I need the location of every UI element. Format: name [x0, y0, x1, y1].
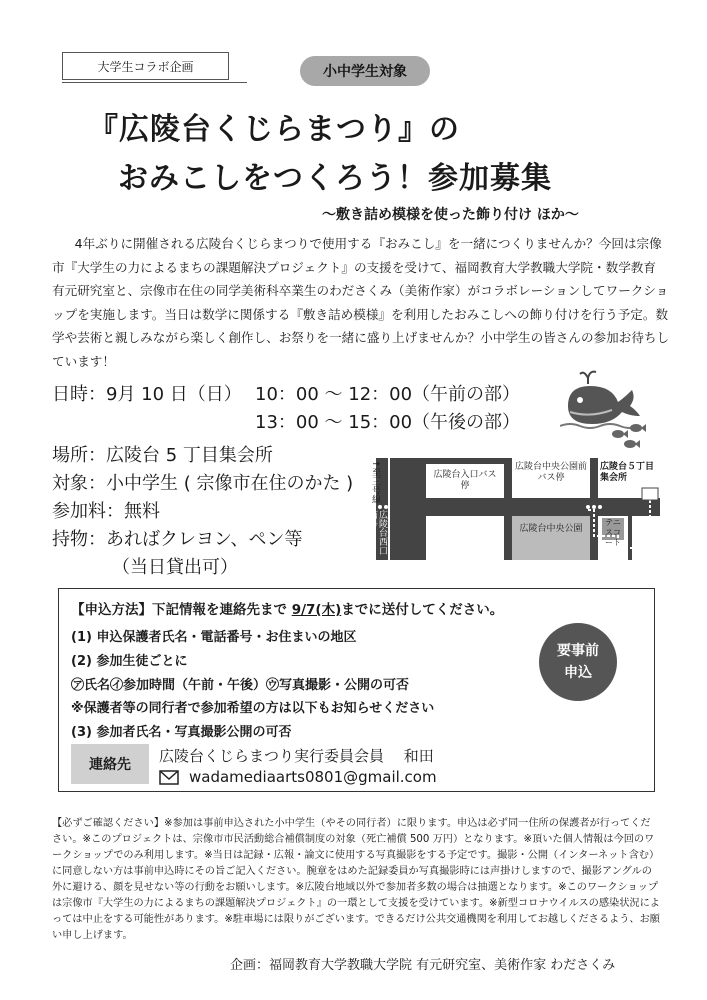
event-time-morning: 10：00 ～ 12：00（午前の部） — [255, 384, 521, 405]
event-place: 場所：広陵台 5 丁目集会所 — [52, 445, 273, 466]
whale-illustration — [560, 368, 660, 450]
title-line1: 『広陵台くじらまつり』の — [88, 112, 460, 147]
contact-organization: 広陵台くじらまつり実行委員会員 和田 — [159, 747, 434, 765]
event-fee: 参加料：無料 — [52, 501, 160, 522]
event-bring: 持物：あればクレヨン、ペン等 — [52, 529, 303, 550]
planner-credit: 企画：福岡教育大学教職大学院 有元研究室、美術作家 わださくみ — [230, 958, 616, 973]
map-bus-stop-2: 広陵台中央公園前バス停 — [514, 462, 587, 483]
map-signal-label: 広陵台西口信号 — [367, 510, 387, 555]
apply-heading-prefix: 【申込方法】下記情報を連絡先まで — [71, 602, 287, 618]
apply-item-2: (2) 参加生徒ごとに — [71, 654, 188, 669]
intro-paragraph: 4年ぶりに開催される広陵台くじらまつりで使用する『おみこし』を一緒につくりませんか？今回は宗像市『大学生の力によるまちの課題解決プロジェクト』の支援を受けて、福岡教育大学教職大学院・数学教育 有元研究室と、宗像市在住の同学美術科卒業生のわださくみ（美術作家）がコラボレーションしてワークショップを実施します。当日は数学に関係する『敷き詰め模様』を利用したおみこしへの飾り付けを行う予定。数学や芸術と親しみながら楽しく創作し、お祭りを一緒に盛り上げませんか？小中学生の皆さんの参加お待ちしています！ — [52, 236, 670, 369]
apply-heading-suffix: までに送付してください。 — [341, 602, 504, 618]
divider — [62, 82, 247, 83]
target-badge: 小中学生対象 — [300, 56, 430, 86]
subtitle: ～敷き詰め模様を使った飾り付け ほか～ — [322, 207, 579, 223]
location-map — [368, 458, 660, 560]
event-bring-note: （当日貸出可） — [112, 557, 238, 578]
map-bus-stop-1: 広陵台入口バス停 — [433, 470, 497, 491]
map-hall-label: 広陵台５丁目集会所 — [600, 462, 655, 483]
application-box — [58, 588, 655, 792]
apply-item-5: (3) 参加者氏名・写真撮影公開の可否 — [71, 725, 292, 740]
apply-deadline: 9/7(木) — [291, 602, 342, 618]
contact-label: 連絡先 — [71, 744, 149, 784]
event-target: 対象：小中学生 ( 宗像市在住のかた ) — [52, 473, 354, 494]
apply-item-4: ※保護者等の同行者で参加希望の方は以下もお知らせください — [71, 701, 435, 716]
apply-heading — [71, 598, 503, 618]
badge-line-1: 要事前 — [557, 643, 599, 659]
event-date: 日時：9月 10 日（日） — [52, 384, 242, 405]
contact-email[interactable]: wadamediaarts0801@gmail.com — [189, 768, 437, 786]
collab-tag: 大学生コラボ企画 — [62, 52, 229, 80]
map-tennis-label: テニスコート — [605, 518, 621, 547]
apply-item-3: ㋐氏名㋑参加時間（午前・午後）㋒写真撮影・公開の可否 — [71, 678, 410, 693]
notes-paragraph: 【必ずご確認ください】※参加は事前申込された小中学生（やその同行者）に限ります。申込は必ず同一住所の保護者が行ってください。※このプロジェクトは、宗像市市民活動総合補償制度の対象（死亡補償 500 万円）となります。※頂いた個人情報は今回のワークショップでのみ利用します。※当日は記録・広報・論文に使用する写真撮影をする予定です。撮影・公開（インターネット含む）に同意しない方は事前申込時にその旨ご記入ください。腕章をはめた記録委員か写真撮影時には声掛けしますので、撮影アングルの外に避ける、顔を見せない等の行動をお願いします。※広陵台地域以外で参加者多数の場合は抽選となります。※このワークショップは宗像市『大学生の力によるまちの課題解決プロジェクト』の一環として支援を受けています。※新型コロナウイルスの感染状況によっては中止をする可能性があります。※駐車場には限りがございます。できるだけ公共交通機関を利用してお越しくださるよう、お願い申し上げます。 — [52, 818, 660, 941]
advance-registration-badge — [539, 623, 617, 701]
map-park-label: 広陵台中央公園 — [519, 524, 583, 534]
map-route-label: ↑至三号線 — [370, 460, 380, 504]
mail-icon — [159, 770, 179, 785]
apply-item-1: (1) 申込保護者氏名・電話番号・お住まいの地区 — [71, 630, 357, 645]
event-time-afternoon: 13：00 ～ 15：00（午後の部） — [255, 412, 521, 433]
badge-line-2: 申込 — [564, 665, 592, 681]
title-line2: おみこしをつくろう！参加募集 — [118, 161, 552, 196]
